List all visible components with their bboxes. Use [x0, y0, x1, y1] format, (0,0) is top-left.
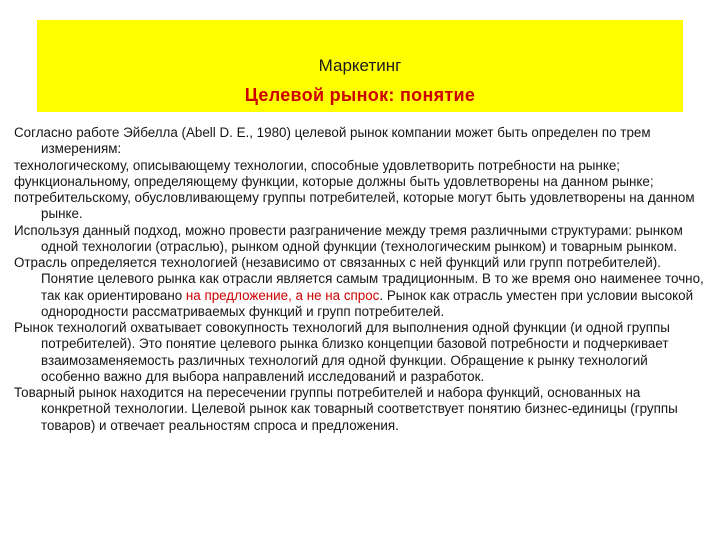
- paragraph-industry-text-end: . Рынок как отрасль уместен при условии высокой однородности рассматриваемых функций и групп потребителей.: [41, 287, 694, 319]
- paragraph-consumer-dimension: потребительскому, обусловливающему группы потребителей, которые могут быть удовлетворены на данном рынке.: [14, 190, 695, 222]
- paragraph-abell-definition: Согласно работе Эйбелла (Abell D. E., 1980) целевой рынок компании может быть определен по трем измерениям:: [14, 125, 651, 157]
- paragraph-functional-dimension: функциональному, определяющему функции, которые должны быть удовлетворены на данном рынке;: [14, 173, 654, 189]
- slide-subtitle: Маркетинг: [318, 56, 402, 75]
- paragraph-product-market: Товарный рынок находится на пересечении группы потребителей и набора функций, основанных на конкретной технологии. Целевой рынок как товарный соответствует понятию бизнес-единицы (группы товаров) и отвечает реальностям спроса и предложения.: [14, 385, 678, 433]
- paragraph-technological-dimension: технологическому, описывающему технологии, способные удовлетворить потребности на рынке;: [14, 157, 620, 173]
- paragraph-industry: [14, 255, 704, 320]
- slide-title: Целевой рынок: понятие: [244, 85, 476, 105]
- slide-header: [37, 20, 683, 112]
- paragraph-three-structures: Используя данный подход, можно провести разграничение между тремя различными структурами: рынком одной технологии (отраслью), рынком одной функции (технологическим рынком) и товарным рынком.: [14, 222, 683, 254]
- paragraph-technology-market: Рынок технологий охватывает совокупность технологий для выполнения одной функции (и одной группы потребителей). Это понятие целевого рынка близко концепции базовой потребности и подчеркивает взаимозаменяемость различных технологий для одной функции. Обращение к рынку технологий особенно важно для выбора направлений исследований и разработок.: [14, 320, 670, 384]
- paragraph-industry-text-start: Отрасль определяется технологией (независимо от связанных с ней функций или групп потребителей). Понятие целевого рынка как отрасли является самым традиционным. В то же время оно наименее точно, так как ориентировано: [14, 255, 704, 303]
- highlighted-phrase: на предложение, а не на спрос: [185, 287, 380, 303]
- slide-body: [14, 125, 704, 434]
